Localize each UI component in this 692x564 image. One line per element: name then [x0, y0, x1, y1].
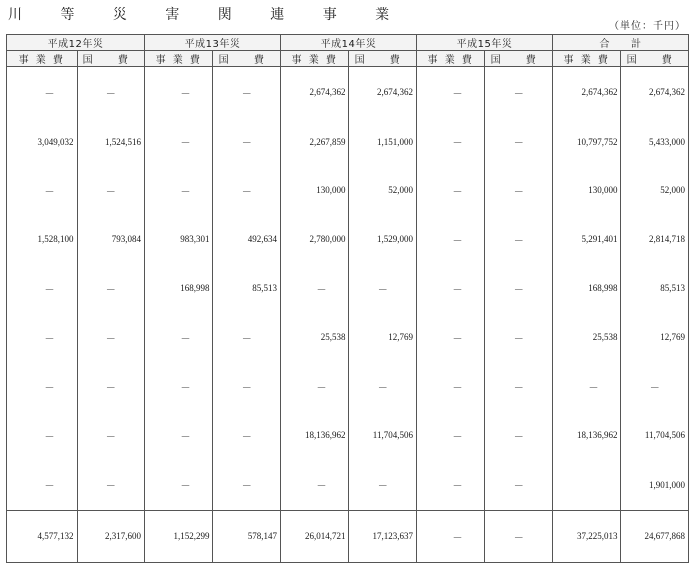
table-cell: －	[485, 67, 553, 118]
table-cell: －	[77, 460, 145, 511]
table-cell: －	[7, 67, 78, 118]
table-cell: 17,123,637	[349, 510, 417, 562]
table-cell: －	[485, 460, 553, 511]
table-cell: －	[7, 411, 78, 460]
total-header: 合 計	[552, 35, 688, 51]
table-cell: －	[145, 67, 213, 118]
table-cell: －	[349, 362, 417, 411]
table-cell: 2,674,362	[621, 67, 689, 118]
year-header: 平成14年災	[280, 35, 416, 51]
table-cell: 11,704,506	[621, 411, 689, 460]
table-cell: 37,225,013	[552, 510, 620, 562]
table-cell	[552, 460, 620, 511]
table-cell: －	[77, 362, 145, 411]
year-header: 平成12年災	[7, 35, 145, 51]
national-cost-header: 国 費	[349, 51, 417, 67]
table-cell: 5,433,000	[621, 117, 689, 166]
project-cost-header: 事 業 費	[552, 51, 620, 67]
table-cell: －	[416, 264, 484, 313]
year-header: 平成13年災	[145, 35, 281, 51]
table-cell: 25,538	[280, 313, 348, 362]
table-cell: －	[7, 264, 78, 313]
table-cell: －	[7, 362, 78, 411]
table-cell: 5,291,401	[552, 215, 620, 264]
table-cell: 1,901,000	[621, 460, 689, 511]
table-cell: 578,147	[213, 510, 281, 562]
table-cell: －	[7, 313, 78, 362]
table-cell: －	[213, 166, 281, 215]
table-cell: 26,014,721	[280, 510, 348, 562]
table-cell: 1,524,516	[77, 117, 145, 166]
table-cell: 793,084	[77, 215, 145, 264]
table-cell: 1,529,000	[349, 215, 417, 264]
table-cell: 11,704,506	[349, 411, 417, 460]
table-cell: －	[485, 264, 553, 313]
table-cell: －	[485, 117, 553, 166]
national-cost-header: 国 費	[621, 51, 689, 67]
table-cell: 4,577,132	[7, 510, 78, 562]
table-cell: 12,769	[349, 313, 417, 362]
table-cell: －	[77, 166, 145, 215]
table-cell: 18,136,962	[280, 411, 348, 460]
table-cell: －	[280, 264, 348, 313]
project-cost-header: 事 業 費	[280, 51, 348, 67]
table-cell: －	[145, 411, 213, 460]
table-cell: 10,797,752	[552, 117, 620, 166]
table-cell: －	[77, 313, 145, 362]
table-body	[7, 67, 689, 563]
table-cell: －	[416, 460, 484, 511]
table-cell: 168,998	[145, 264, 213, 313]
table-cell: －	[145, 117, 213, 166]
table-row	[7, 215, 689, 264]
table-cell: －	[213, 67, 281, 118]
table-cell: －	[485, 313, 553, 362]
table-cell: －	[77, 67, 145, 118]
table-row	[7, 264, 689, 313]
table-cell: －	[213, 460, 281, 511]
table-cell: 52,000	[621, 166, 689, 215]
table-cell: 168,998	[552, 264, 620, 313]
table-cell: 983,301	[145, 215, 213, 264]
table-cell: －	[416, 411, 484, 460]
table-cell: －	[485, 510, 553, 562]
table-cell: 85,513	[621, 264, 689, 313]
project-cost-header: 事 業 費	[145, 51, 213, 67]
table-cell: －	[485, 215, 553, 264]
table-cell: 2,317,600	[77, 510, 145, 562]
table-cell: －	[349, 264, 417, 313]
table-cell: －	[416, 67, 484, 118]
table-cell: －	[621, 362, 689, 411]
table-cell: －	[77, 264, 145, 313]
table-cell: －	[416, 510, 484, 562]
table-row	[7, 362, 689, 411]
table-cell: 2,267,859	[280, 117, 348, 166]
table-cell: 2,780,000	[280, 215, 348, 264]
table-row	[7, 313, 689, 362]
table-cell: 85,513	[213, 264, 281, 313]
table-cell: 2,674,362	[552, 67, 620, 118]
table-cell: －	[552, 362, 620, 411]
national-cost-header: 国 費	[213, 51, 281, 67]
table-cell: －	[77, 411, 145, 460]
table-cell: 1,528,100	[7, 215, 78, 264]
table-cell: －	[485, 411, 553, 460]
table-cell: －	[280, 460, 348, 511]
project-cost-header: 事 業 費	[416, 51, 484, 67]
table-row	[7, 460, 689, 511]
table-cell: －	[416, 362, 484, 411]
table-cell: －	[485, 362, 553, 411]
document-title: 川 等 災 害 関 連 事 業	[8, 7, 407, 23]
table-cell: －	[416, 117, 484, 166]
table-cell: －	[7, 166, 78, 215]
table-cell: 130,000	[280, 166, 348, 215]
table-cell: －	[416, 215, 484, 264]
table-cell: －	[145, 313, 213, 362]
table-cell: －	[280, 362, 348, 411]
table-row	[7, 67, 689, 118]
table-cell: 52,000	[349, 166, 417, 215]
table-cell: 18,136,962	[552, 411, 620, 460]
table-cell: 3,049,032	[7, 117, 78, 166]
year-header: 平成15年災	[416, 35, 552, 51]
table-row	[7, 411, 689, 460]
table-cell: －	[416, 166, 484, 215]
table-cell: －	[213, 313, 281, 362]
table-cell: －	[213, 362, 281, 411]
table-cell: －	[145, 362, 213, 411]
table-cell: －	[485, 166, 553, 215]
table-cell: 1,152,299	[145, 510, 213, 562]
table-row	[7, 510, 689, 562]
sub-header-row	[7, 51, 689, 67]
table-cell: －	[349, 460, 417, 511]
table-cell: －	[145, 166, 213, 215]
table-row	[7, 117, 689, 166]
table-cell: 492,634	[213, 215, 281, 264]
table-cell: 130,000	[552, 166, 620, 215]
year-header-row	[7, 35, 689, 51]
national-cost-header: 国 費	[485, 51, 553, 67]
unit-label: （単位：千円）	[609, 21, 686, 32]
table-cell: 2,814,718	[621, 215, 689, 264]
table-cell: －	[145, 460, 213, 511]
table-cell: 24,677,868	[621, 510, 689, 562]
table-cell: 2,674,362	[349, 67, 417, 118]
table-cell: 12,769	[621, 313, 689, 362]
table-cell: 1,151,000	[349, 117, 417, 166]
project-cost-header: 事 業 費	[7, 51, 78, 67]
table-cell: －	[213, 117, 281, 166]
table-cell: 25,538	[552, 313, 620, 362]
disaster-project-table	[6, 34, 689, 563]
national-cost-header: 国 費	[77, 51, 145, 67]
table-cell: －	[416, 313, 484, 362]
table-row	[7, 166, 689, 215]
table-cell: 2,674,362	[280, 67, 348, 118]
table-cell: －	[7, 460, 78, 511]
table-cell: －	[213, 411, 281, 460]
